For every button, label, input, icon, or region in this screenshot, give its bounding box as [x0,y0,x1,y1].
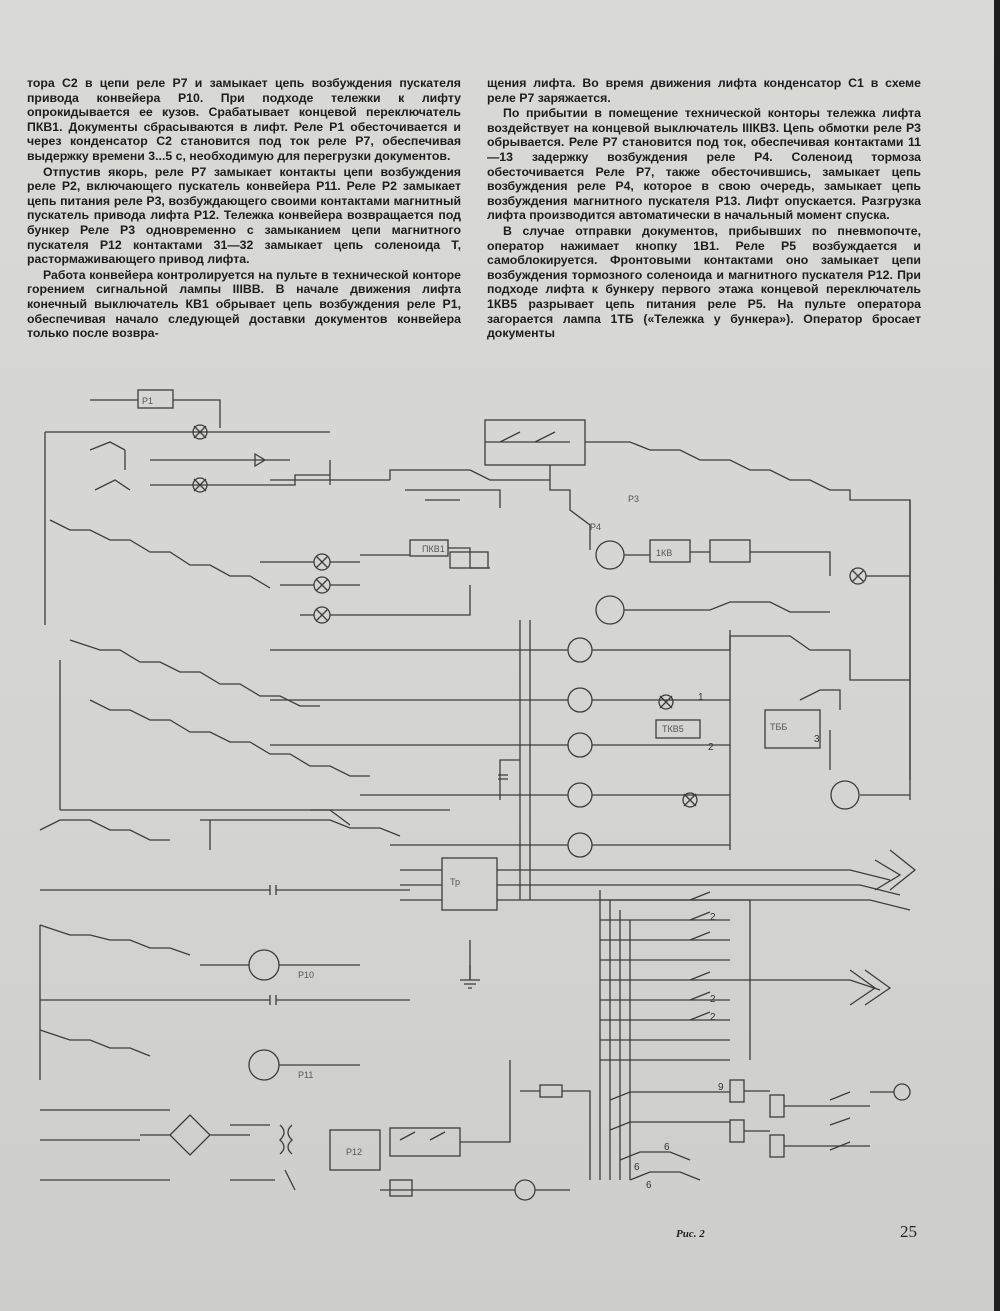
terminal-number: 1 [698,692,704,703]
paragraph: По прибытии в помещение технической конторы тележка лифта воздействует на концевой выключатель IIIКВ3. Цепь обмотки реле Р3 обрывается. Реле Р7 становится под ток, обеспечивая контактами 11—13 задержку возбуждения реле Р4. Соленоид тормоза обесточивается Реле Р7, также обесточившись, замыкает цепь возбуждения реле Р4, которое в свою очередь, замыкает цепь возбуждения магнитного пускателя Р13. Лифт опускается. Разгрузка лифта производится автоматически в начальный момент спуска. [487,106,921,223]
svg-text:Р3: Р3 [628,494,640,504]
svg-text:ТКВ5: ТКВ5 [662,724,684,734]
article-right-column [487,76,921,341]
terminal-number: 2 [710,1012,716,1023]
terminal-number: 2 [710,912,716,923]
schematic-terminal-numbers [634,692,820,1191]
svg-text:1КВ: 1КВ [656,548,673,558]
terminal-number: 3 [814,734,820,745]
paragraph: тора С2 в цепи реле Р7 и замыкает цепь возбуждения пускателя привода конвейера Р10. При подходе тележки к лифту опрокидывается ее кузов. Срабатывает концевой переключатель ПКВ1. Документы сбрасываются в лифт. Реле Р1 обесточивается и через конденсатор С2 становится под ток реле Р7, обеспечивая выдержку времени 3...5 с, необходимую для перегрузки документов. [27,76,461,163]
paragraph: Отпустив якорь, реле Р7 замыкает контакты цепи возбуждения реле Р2, включающего пускатель конвейера Р11. Реле Р2 замыкает цепь питания реле Р3, возбуждающего своими контактами магнитный пускатель привода лифта Р12. Тележка конвейера возвращается под бункер Реле Р3 одновременно с замыканием цепи магнитного пускателя Р12 контактами 31—32 замыкает цепь соленоида Т, растормаживающего привод лифта. [27,164,461,267]
svg-text:Р1: Р1 [142,396,154,406]
circuit-schematic [30,380,950,1230]
schematic-labels [142,396,787,1157]
paragraph: В случае отправки документов, прибывших по пневмопочте, оператор нажимает кнопку 1В1. Реле Р5 возбуждается и самоблокируется. Фронтовыми контактами оно замыкает цепи возбуждения тормозного соленоида и магнитного пускателя Р12. При подходе лифта к бункеру первого этажа концевой переключатель 1КВ5 разрывает цепь питания реле Р5. На пульте оператора загорается лампа 1ТБ («Тележка у бункера»). Оператор бросает документы [487,223,921,341]
terminal-number: 2 [708,742,714,753]
svg-text:ПКВ1: ПКВ1 [422,544,445,554]
figure-caption: Рис. 2 [676,1228,705,1240]
svg-text:Р10: Р10 [298,970,315,980]
svg-text:Р4: Р4 [590,522,602,532]
terminal-number: 9 [718,1082,724,1093]
svg-text:ТББ: ТББ [770,722,788,732]
terminal-number: 2 [710,994,716,1005]
svg-text:Р12: Р12 [346,1147,363,1157]
paragraph: Работа конвейера контролируется на пульте в технической конторе горением сигнальной лампы IIIВВ. В начале движения лифта конечный выключатель КВ1 обрывает цепь возбуждения реле Р1, обеспечивая начало следующей доставки документов конвейера только после возвра- [27,267,461,341]
schematic-wiring [40,390,915,1200]
page-spine-edge [994,0,1000,1311]
terminal-number: 6 [664,1142,670,1153]
svg-text:Р11: Р11 [298,1070,314,1080]
page-number: 25 [900,1222,917,1241]
article-left-column [27,76,461,341]
terminal-number: 6 [646,1180,652,1191]
paragraph: щения лифта. Во время движения лифта конденсатор С1 в схеме реле Р7 заряжается. [487,76,921,105]
terminal-number: 6 [634,1162,640,1173]
svg-text:Тр: Тр [450,877,460,887]
